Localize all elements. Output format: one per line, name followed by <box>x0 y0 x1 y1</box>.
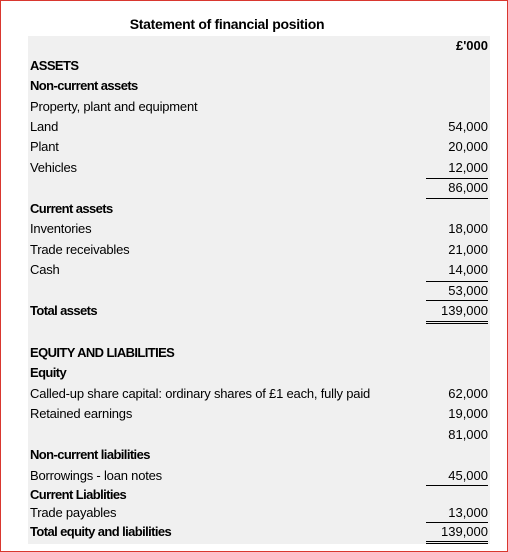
table-row <box>28 384 490 404</box>
row-label: Cash <box>30 262 60 277</box>
table-row <box>28 404 490 424</box>
row-label: Land <box>30 119 59 134</box>
total-double-rule <box>426 323 488 324</box>
row-label: ASSETS <box>30 58 79 73</box>
row-label: Total assets <box>30 303 97 318</box>
table-row <box>28 117 490 137</box>
row-label: Non-current assets <box>30 78 138 93</box>
subtotal-row <box>28 281 490 301</box>
table-row <box>28 260 490 280</box>
row-value: 81,000 <box>448 427 488 442</box>
row-label: Retained earnings <box>30 406 133 421</box>
table-row <box>28 466 490 486</box>
row-label: Non-current liabilities <box>30 447 150 462</box>
total-double-rule <box>426 321 488 322</box>
table-row <box>28 137 490 157</box>
table-row <box>28 199 490 219</box>
row-value: 14,000 <box>448 262 488 277</box>
row-label: Total equity and liabilities <box>30 524 172 539</box>
row-label: Trade receivables <box>30 242 130 257</box>
row-value: 19,000 <box>448 406 488 421</box>
row-value: 13,000 <box>448 505 488 520</box>
row-value: 18,000 <box>448 221 488 236</box>
row-label: Current Liablities <box>30 487 127 502</box>
statement-title: Statement of financial position <box>129 16 325 32</box>
row-value: 12,000 <box>448 160 488 175</box>
total-double-rule <box>426 543 488 544</box>
row-value: 86,000 <box>448 180 488 195</box>
total-double-rule <box>426 541 488 542</box>
row-label: Vehicles <box>30 160 77 175</box>
table-row <box>28 97 490 117</box>
subtotal-row <box>28 178 490 198</box>
table-row <box>28 56 490 76</box>
row-label: Called-up share capital: ordinary shares of £1 each, fully paid <box>30 386 371 401</box>
row-value: 62,000 <box>448 386 488 401</box>
table-row <box>28 363 490 383</box>
row-value: 45,000 <box>448 468 488 483</box>
total-row <box>28 522 490 542</box>
row-label: Trade payables <box>30 505 117 520</box>
row-label: Plant <box>30 139 59 154</box>
row-label: Equity <box>30 365 67 380</box>
row-value: 21,000 <box>448 242 488 257</box>
row-label: Property, plant and equipment <box>30 99 198 114</box>
table-row <box>28 485 490 505</box>
row-value: 139,000 <box>441 303 488 318</box>
row-value: 54,000 <box>448 119 488 134</box>
row-label: Borrowings - loan notes <box>30 468 162 483</box>
row-label: Current assets <box>30 201 113 216</box>
row-label: Inventories <box>30 221 92 236</box>
table-row <box>28 76 490 96</box>
table-row <box>28 343 490 363</box>
row-label: EQUITY AND LIABILITIES <box>30 345 175 360</box>
statement-table <box>28 36 490 544</box>
table-row <box>28 240 490 260</box>
currency-header: £'000 <box>455 38 488 53</box>
subtotal-row <box>28 425 490 445</box>
row-value: 20,000 <box>448 139 488 154</box>
table-row <box>28 503 490 523</box>
table-row <box>28 445 490 465</box>
row-value: 139,000 <box>441 524 488 539</box>
table-row <box>28 158 490 178</box>
currency-header-row <box>28 36 490 56</box>
table-row <box>28 219 490 239</box>
total-row <box>28 301 490 321</box>
row-value: 53,000 <box>448 283 488 298</box>
